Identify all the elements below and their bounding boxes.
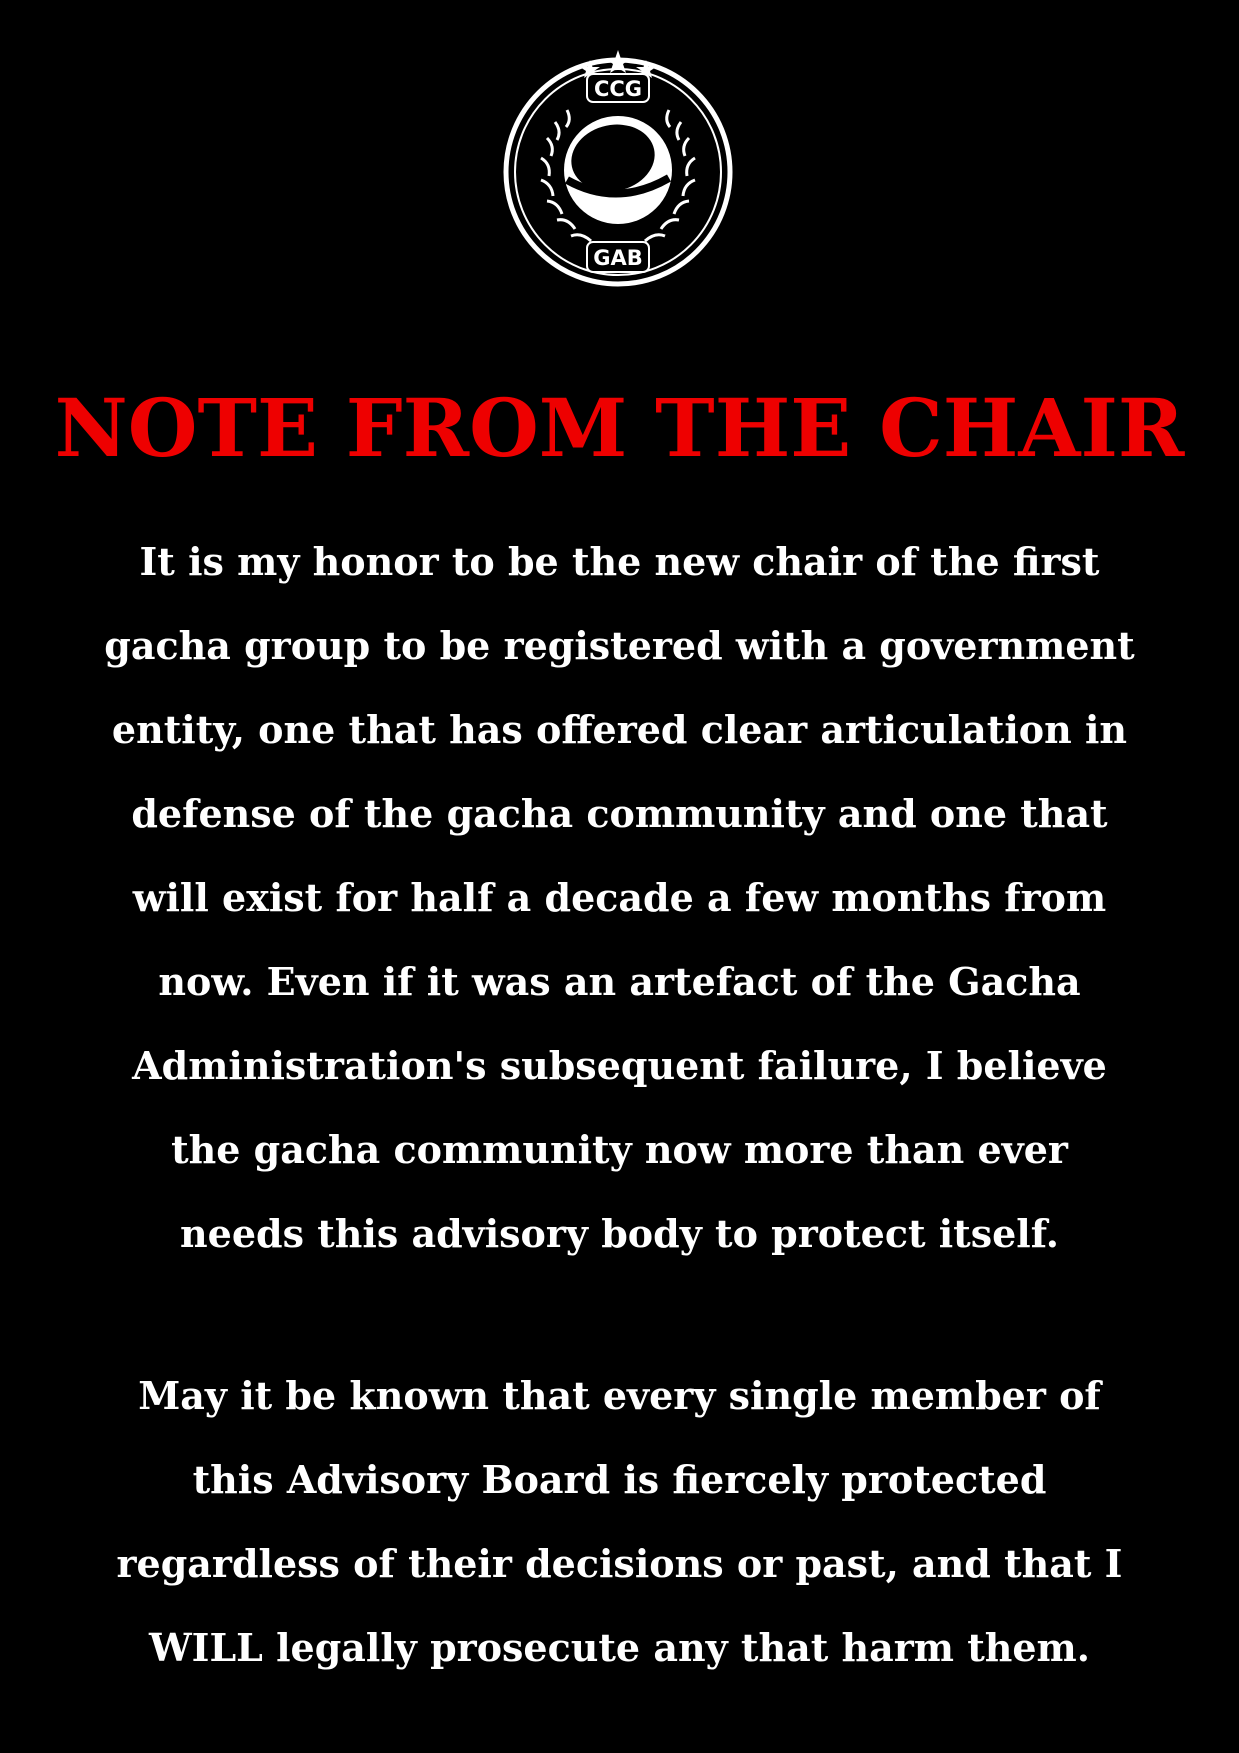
page-title: NOTE FROM THE CHAIR xyxy=(54,381,1185,475)
capsule-ball-icon xyxy=(564,116,672,224)
text-line: gacha group to be registered with a government xyxy=(104,623,1135,668)
emblem-top-text: CCG xyxy=(593,77,643,101)
text-line: now. Even if it was an artefact of the Gacha xyxy=(158,959,1081,1004)
emblem-logo xyxy=(495,48,741,288)
text-line: will exist for half a decade a few months from xyxy=(132,875,1107,920)
text-line: Administration's subsequent failure, I believe xyxy=(132,1043,1107,1088)
text-line: May it be known that every single member of xyxy=(138,1373,1101,1418)
text-line: WILL legally prosecute any that harm them. xyxy=(149,1625,1090,1670)
body-paragraph-2 xyxy=(40,1354,1199,1690)
text-line: defense of the gacha community and one that xyxy=(131,791,1108,836)
body-paragraph-1 xyxy=(40,520,1199,1276)
emblem-bottom-text: GAB xyxy=(593,246,643,270)
text-line: this Advisory Board is fiercely protected xyxy=(192,1457,1047,1502)
text-line: It is my honor to be the new chair of the first xyxy=(139,539,1100,584)
text-line: entity, one that has offered clear articulation in xyxy=(111,707,1128,752)
text-line: the gacha community now more than ever xyxy=(171,1127,1068,1172)
text-line: needs this advisory body to protect itself. xyxy=(180,1211,1059,1256)
text-line: regardless of their decisions or past, and that I xyxy=(116,1541,1123,1586)
